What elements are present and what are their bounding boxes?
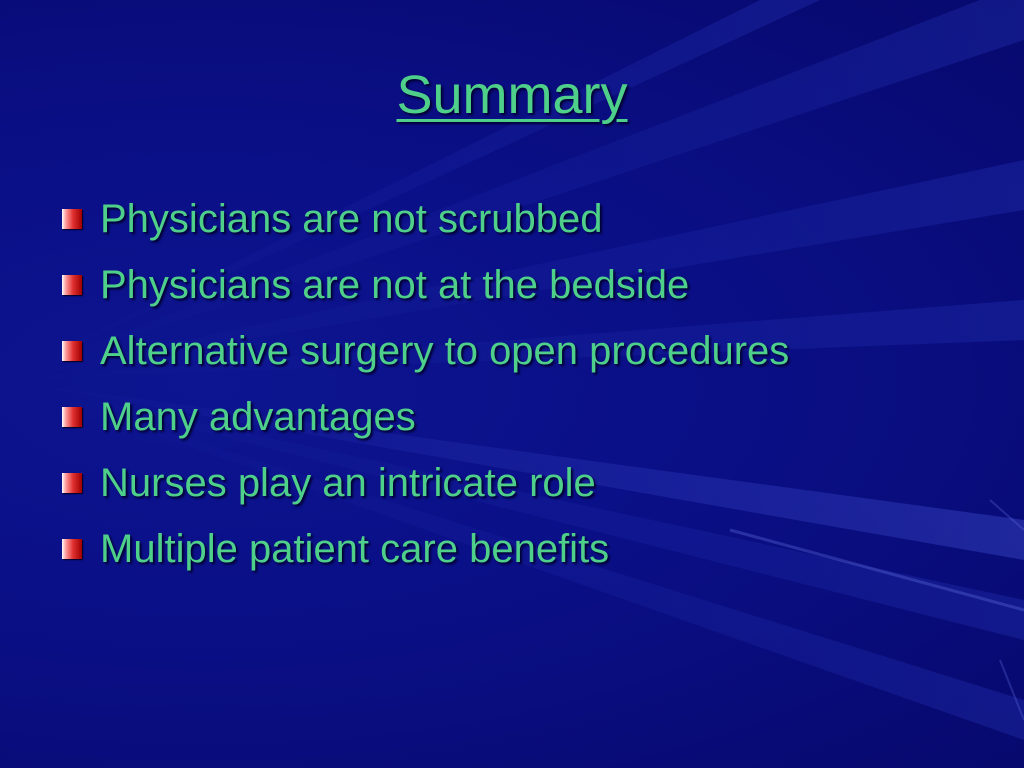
bullet-text: Multiple patient care benefits [100, 527, 610, 571]
square-bullet-icon [62, 473, 82, 493]
bullet-text: Many advantages [100, 395, 416, 439]
bullet-text: Alternative surgery to open procedures [100, 329, 790, 373]
bullet-item [62, 384, 982, 450]
slide-title: Summary [396, 65, 628, 125]
square-bullet-icon [62, 539, 82, 559]
bullet-item [62, 450, 982, 516]
square-bullet-icon [62, 275, 82, 295]
bullet-text: Physicians are not at the bedside [100, 263, 690, 307]
bullet-item [62, 318, 982, 384]
bullet-text: Nurses play an intricate role [100, 461, 596, 505]
bullet-text: Physicians are not scrubbed [100, 197, 603, 241]
bullet-item [62, 186, 982, 252]
bullet-item [62, 516, 982, 582]
bullet-list [62, 186, 982, 582]
square-bullet-icon [62, 209, 82, 229]
bullet-item [62, 252, 982, 318]
square-bullet-icon [62, 341, 82, 361]
square-bullet-icon [62, 407, 82, 427]
